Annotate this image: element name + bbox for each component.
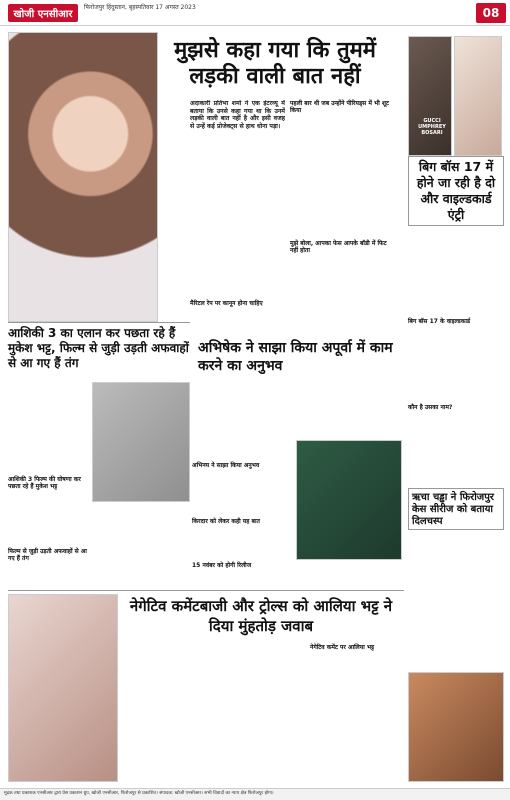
- alia-headline: नेगेटिव कमेंटबाजी और ट्रोल्स को आलिया भट्ट ने दिया मुंहतोड़ जवाब: [129, 597, 393, 635]
- mukesh-bhatt-photo: [92, 382, 190, 502]
- page-number: 08: [476, 3, 506, 23]
- aashiqui-text-1: [8, 384, 88, 474]
- bigboss-headline-box: [408, 156, 504, 226]
- aashiqui-text-2: [8, 498, 90, 548]
- alia-photo: [8, 594, 118, 782]
- main-text-1: [190, 310, 285, 330]
- main-subhead-3: मुझे बोला, आपका फेस आपके बॉडी में फिट नहीं होता: [290, 240, 387, 254]
- page-footer: मुद्रक तथा प्रकाशक एनसीआर द्वारा प्रेस प्रकाशन ग्रुप, खोजी एनसीआर, फिरोजपुर से प्रकाशित। संपादक: खोजी एनसीआर। सभी विवादों का न्याय क्षेत्र फिरोजपुर होगा।: [0, 788, 510, 800]
- abhishek-headline: अभिषेक ने साझा किया अपूर्वा में काम करने का अनुभव: [198, 340, 393, 374]
- richa-text: [408, 534, 504, 684]
- abhishek-text-1: [192, 390, 292, 460]
- bigboss-photo-text: GUCCI UMPHREY BOSARI: [418, 118, 446, 136]
- bigboss-text-2: [408, 330, 504, 400]
- section-label: खोजी एनसीआर: [8, 4, 78, 22]
- main-intro: अदाकारी प्रतिभा शर्मा ने एक इंटरव्यू में बताया कि उनसे कहा गया था कि उनमें लड़की वाली बात नहीं है और इसी वजह से उन्हें कई प्रोजेक्ट्स से हाथ धोना पड़ा।: [190, 100, 285, 130]
- divider-1: [8, 322, 190, 323]
- bigboss-text-3: [408, 416, 504, 481]
- aashiqui-headline: आशिकी 3 का एलान कर पछता रहे हैं मुकेश भट्ट, फिल्म से जुड़ी उड़ती अफवाहों से आ गए हैं तंग: [8, 326, 189, 370]
- aashiqui-subhead-2: फिल्म से जुड़ी उड़ती अफवाहों से आ गए हैं तंग: [8, 548, 87, 562]
- alia-text-3: [310, 656, 404, 782]
- abhishek-headline-box: [192, 336, 402, 384]
- aashiqui-text-3: [92, 506, 190, 554]
- bigboss-photo-2: [454, 36, 502, 156]
- main-subhead-1: मैरिटल रेप पर कानून होना चाहिए: [190, 300, 263, 307]
- main-text-3: [290, 250, 395, 330]
- bigboss-subhead-2: कौन है उसका नाम?: [408, 404, 453, 411]
- bigboss-subhead-1: बिग बॉस 17 के वाइल्डकार्ड: [408, 318, 471, 325]
- bigboss-headline: बिग बॉस 17 में होने जा रही है दो और वाइल्डकार्ड एंट्री: [416, 159, 496, 222]
- abhishek-subhead-2: किरदार को लेकर कही यह बात: [192, 518, 260, 525]
- richa-headline-box: [408, 488, 504, 530]
- abhishek-text-3: [192, 530, 292, 560]
- abhishek-subhead-1: अभिनय ने साझा किया अनुभव: [192, 462, 260, 469]
- bigboss-photo-1: [408, 36, 452, 156]
- abhishek-text-2: [192, 474, 292, 514]
- alia-subhead-1: नेगेटिव कमेंट पर आलिया भट्ट: [310, 644, 374, 651]
- main-subhead-2: पहली बार थी जब उन्होंने पीरियड्स में भी शूट किया: [290, 100, 389, 114]
- actress-photo: [8, 32, 158, 322]
- alia-text-1: [122, 644, 212, 782]
- richa-headline: ऋचा चड्ढा ने फिरोजपुर केस सीरीज को बताया दिलचस्प: [412, 492, 494, 527]
- publication-line: फिरोजपुर हिंदुस्तान, बृहस्पतिवार 17 अगस्त 2023: [84, 4, 196, 11]
- aashiqui-subhead-1: आशिकी 3 फिल्म की घोषणा कर पछता रहे हैं मुकेश भट्ट: [8, 476, 81, 490]
- abhishek-text-4: [296, 390, 402, 440]
- abhishek-photo: [296, 440, 402, 560]
- main-headline: मुझसे कहा गया कि तुममें लड़की वाली बात नहीं: [174, 38, 376, 89]
- abhishek-subhead-3: 15 नवंबर को होगी रिलीज: [192, 562, 252, 569]
- aashiqui-text-4: [8, 566, 190, 588]
- divider-2: [8, 590, 404, 591]
- bigboss-text-1: [408, 232, 504, 312]
- richa-photo: [408, 672, 504, 782]
- alia-text-2: [216, 644, 306, 782]
